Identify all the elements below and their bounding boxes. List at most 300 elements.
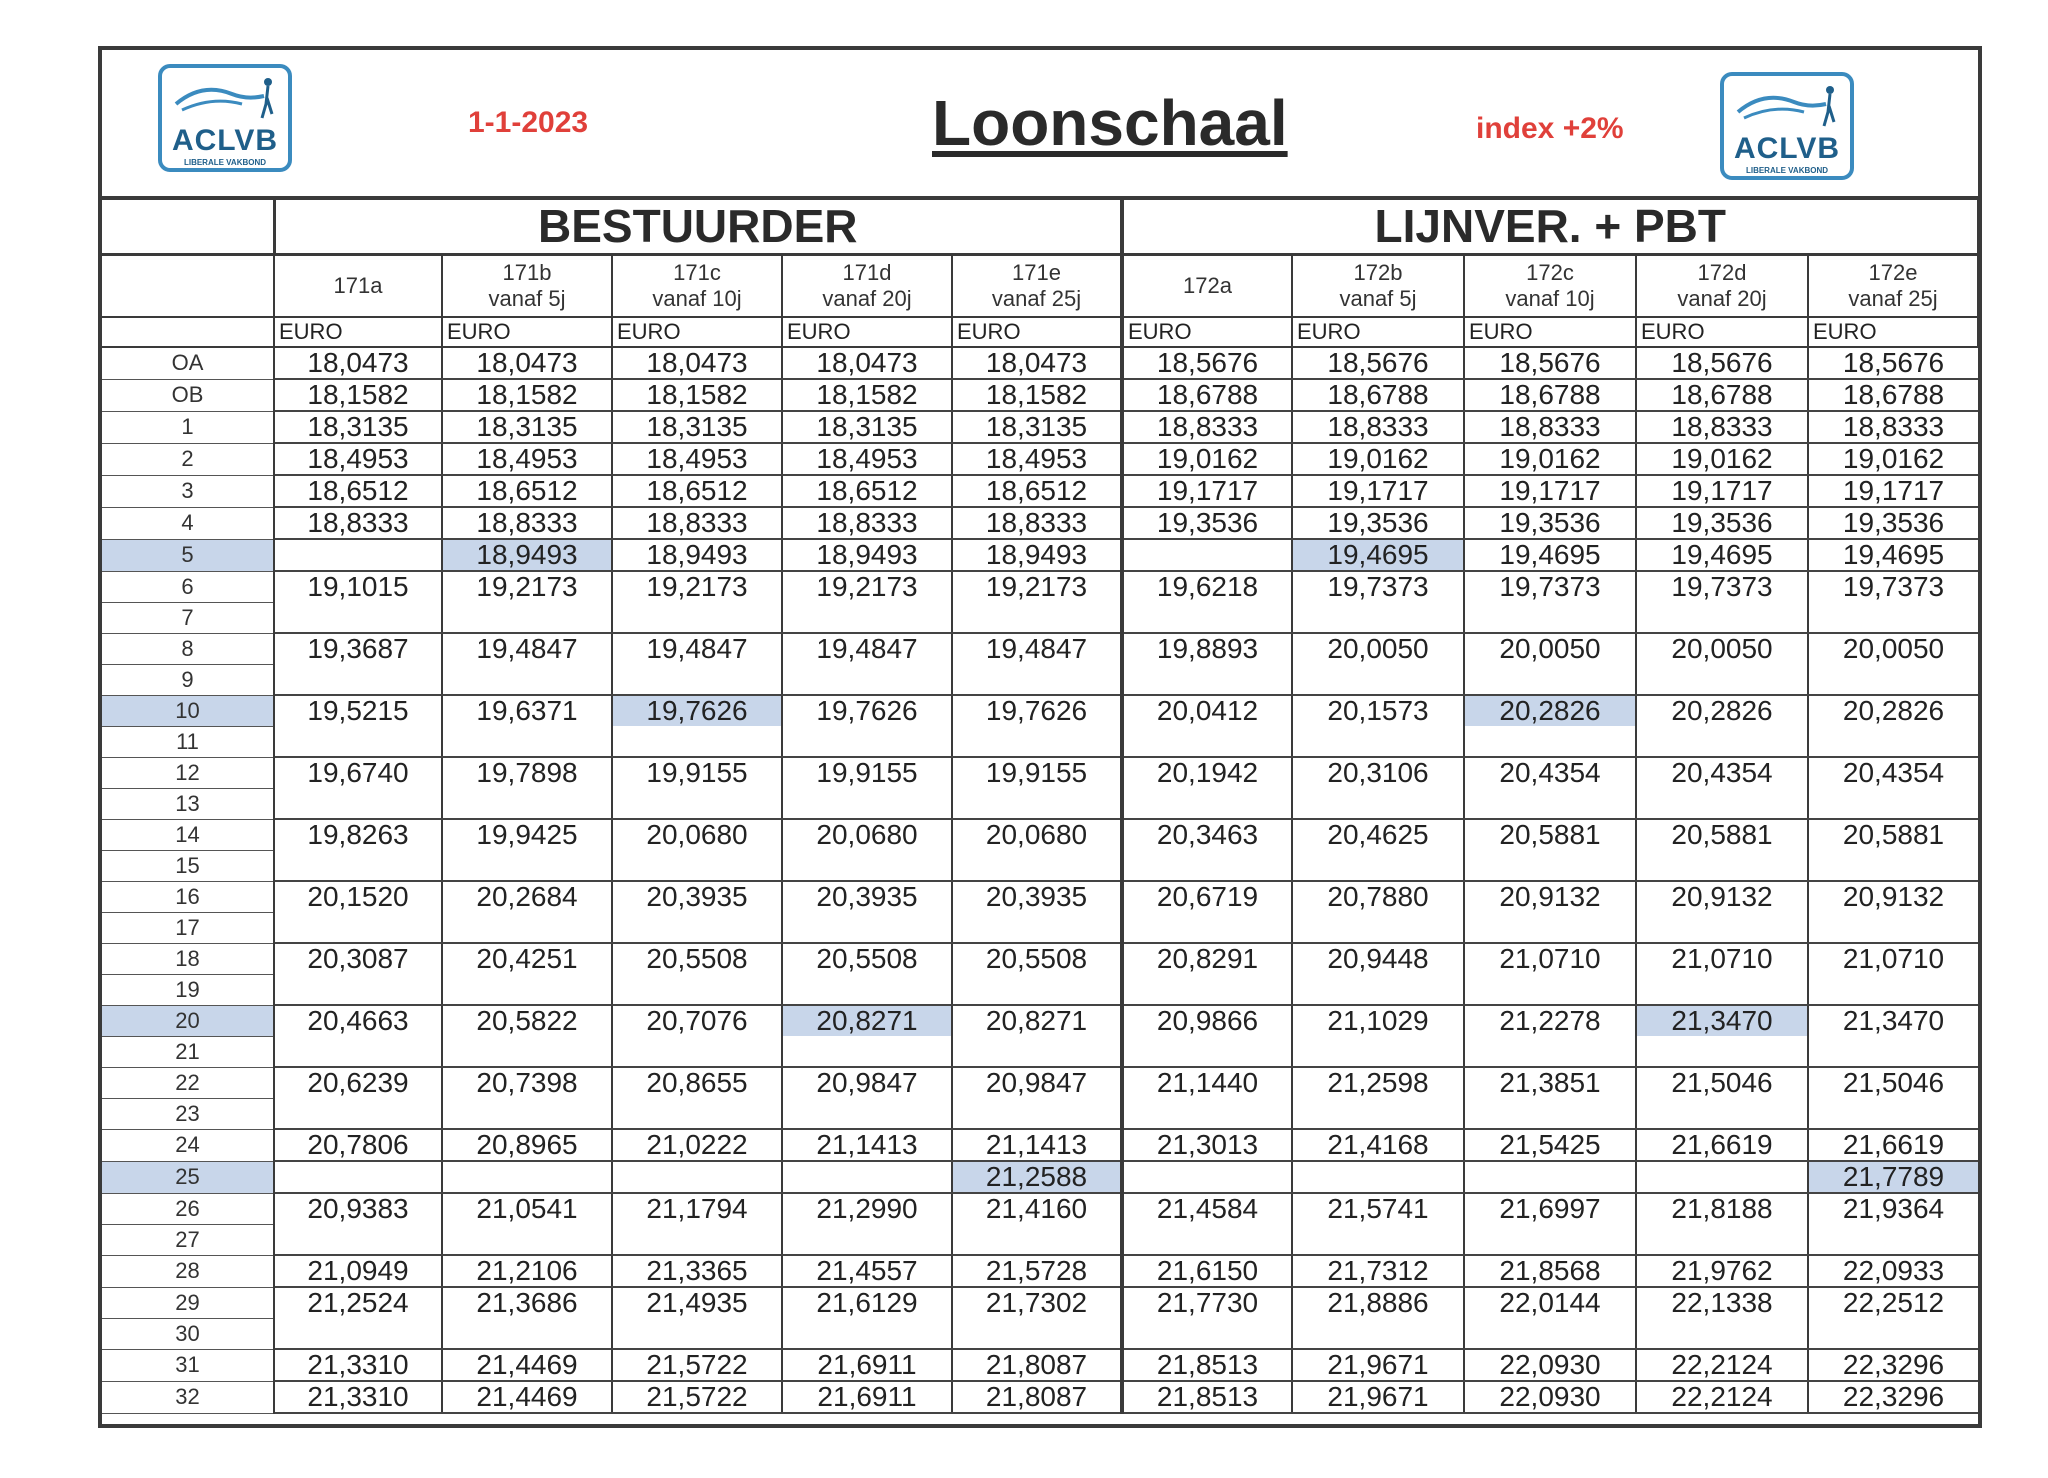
wage-cell: 18,6512 — [782, 475, 952, 507]
wage-cell: 19,0162 — [1808, 443, 1978, 475]
wage-cell — [952, 726, 1122, 757]
wage-cell — [274, 726, 442, 757]
wage-cell — [442, 602, 612, 633]
table-row — [102, 1005, 1978, 1036]
wage-cell — [1122, 1098, 1292, 1129]
wage-cell: 19,4847 — [782, 633, 952, 664]
wage-cell: 21,2598 — [1292, 1067, 1464, 1098]
wage-cell — [1464, 1161, 1636, 1193]
wage-cell: 21,9671 — [1292, 1381, 1464, 1413]
wage-cell — [1808, 974, 1978, 1005]
wage-cell: 19,8263 — [274, 819, 442, 850]
wage-cell: 21,9762 — [1636, 1255, 1808, 1287]
wage-cell: 21,1413 — [782, 1129, 952, 1161]
wage-cell — [1636, 602, 1808, 633]
wage-cell — [274, 664, 442, 695]
step-label: 13 — [102, 788, 274, 819]
wage-cell: 20,6239 — [274, 1067, 442, 1098]
wage-cell — [782, 850, 952, 881]
step-header-cell — [102, 317, 274, 347]
wage-cell: 21,5741 — [1292, 1193, 1464, 1224]
wage-cell: 18,4953 — [782, 443, 952, 475]
column-subtitle: vanaf 20j — [1677, 286, 1767, 311]
step-label: 27 — [102, 1224, 274, 1255]
wage-cell: 18,8333 — [274, 507, 442, 539]
column-code: 172c — [1526, 260, 1574, 285]
wage-cell: 20,8965 — [442, 1129, 612, 1161]
swimmer-icon — [172, 74, 278, 124]
wage-cell: 18,0473 — [442, 347, 612, 379]
wage-cell: 22,3296 — [1808, 1349, 1978, 1381]
column-code: 172b — [1353, 260, 1403, 285]
wage-cell — [1636, 850, 1808, 881]
wage-cell: 19,4695 — [1464, 539, 1636, 571]
corner-cell — [102, 198, 274, 255]
wage-cell: 18,8333 — [952, 507, 1122, 539]
wage-cell: 22,0930 — [1464, 1349, 1636, 1381]
wage-cell: 20,8271 — [782, 1005, 952, 1036]
wage-cell — [782, 974, 952, 1005]
wage-cell: 19,1717 — [1464, 475, 1636, 507]
wage-cell: 19,7373 — [1292, 571, 1464, 602]
wage-cell: 20,2684 — [442, 881, 612, 912]
step-label: 26 — [102, 1193, 274, 1224]
wage-cell: 21,5046 — [1808, 1067, 1978, 1098]
wage-cell: 20,3935 — [782, 881, 952, 912]
wage-cell: 21,8513 — [1122, 1349, 1292, 1381]
wage-cell: 18,3135 — [612, 411, 782, 443]
wage-cell: 19,3536 — [1808, 507, 1978, 539]
table-row — [102, 1318, 1978, 1349]
table-row — [102, 664, 1978, 695]
wage-cell — [1808, 726, 1978, 757]
wage-cell — [1636, 788, 1808, 819]
wage-cell: 20,0680 — [952, 819, 1122, 850]
wage-cell: 21,8886 — [1292, 1287, 1464, 1318]
table-row — [102, 1349, 1978, 1381]
wage-cell: 20,8291 — [1122, 943, 1292, 974]
wage-cell — [1636, 974, 1808, 1005]
wage-cell — [1122, 788, 1292, 819]
wage-cell — [274, 912, 442, 943]
wage-cell — [1808, 1098, 1978, 1129]
wage-cell: 20,5822 — [442, 1005, 612, 1036]
salary-table — [102, 196, 1980, 1414]
logo-subtext: LIBERALE VAKBOND — [183, 158, 267, 167]
wage-cell: 18,6512 — [952, 475, 1122, 507]
wage-cell: 20,4354 — [1808, 757, 1978, 788]
wage-cell: 21,1794 — [612, 1193, 782, 1224]
wage-cell: 18,1582 — [442, 379, 612, 411]
table-row — [102, 1098, 1978, 1129]
wage-cell: 19,7626 — [782, 695, 952, 726]
table-row — [102, 1161, 1978, 1193]
wage-cell — [782, 664, 952, 695]
wage-cell: 21,6619 — [1636, 1129, 1808, 1161]
column-header — [952, 255, 1122, 318]
wage-cell: 18,0473 — [952, 347, 1122, 379]
wage-cell — [274, 1224, 442, 1255]
table-row — [102, 695, 1978, 726]
wage-cell — [1292, 1224, 1464, 1255]
wage-cell — [612, 974, 782, 1005]
wage-cell — [1808, 602, 1978, 633]
wage-cell — [952, 1224, 1122, 1255]
wage-cell — [274, 539, 442, 571]
wage-cell: 18,8333 — [1808, 411, 1978, 443]
wage-cell: 21,3851 — [1464, 1067, 1636, 1098]
wage-cell: 21,2524 — [274, 1287, 442, 1318]
step-label: 5 — [102, 539, 274, 571]
step-label: 3 — [102, 475, 274, 507]
wage-cell: 20,9132 — [1464, 881, 1636, 912]
wage-cell — [1636, 1161, 1808, 1193]
step-label: 24 — [102, 1129, 274, 1161]
wage-cell — [442, 726, 612, 757]
wage-cell: 21,4469 — [442, 1381, 612, 1413]
index-label: index +2% — [1476, 112, 1624, 145]
column-code: 171b — [502, 260, 552, 285]
table-row — [102, 1129, 1978, 1161]
currency-label: EURO — [782, 317, 952, 347]
wage-cell: 21,5425 — [1464, 1129, 1636, 1161]
wage-cell: 18,9493 — [442, 539, 612, 571]
wage-cell: 21,3310 — [274, 1381, 442, 1413]
wage-cell — [1808, 1224, 1978, 1255]
wage-cell — [442, 664, 612, 695]
wage-cell — [1122, 912, 1292, 943]
wage-cell — [952, 1318, 1122, 1349]
wage-cell — [1808, 912, 1978, 943]
wage-cell: 19,7373 — [1464, 571, 1636, 602]
wage-cell: 21,3365 — [612, 1255, 782, 1287]
wage-cell: 19,9155 — [952, 757, 1122, 788]
wage-cell: 18,0473 — [782, 347, 952, 379]
wage-cell: 21,4469 — [442, 1349, 612, 1381]
wage-cell: 21,5722 — [612, 1349, 782, 1381]
currency-label: EURO — [1122, 317, 1292, 347]
wage-cell — [274, 602, 442, 633]
step-label: 31 — [102, 1349, 274, 1381]
table-row — [102, 788, 1978, 819]
wage-cell: 21,0710 — [1808, 943, 1978, 974]
table-row — [102, 633, 1978, 664]
wage-cell — [1464, 1318, 1636, 1349]
wage-cell: 20,3463 — [1122, 819, 1292, 850]
table-row — [102, 1193, 1978, 1224]
wage-cell: 19,8893 — [1122, 633, 1292, 664]
wage-cell: 20,3087 — [274, 943, 442, 974]
wage-cell: 21,8513 — [1122, 1381, 1292, 1413]
wage-cell — [442, 1161, 612, 1193]
wage-cell: 20,5881 — [1808, 819, 1978, 850]
wage-cell: 18,0473 — [612, 347, 782, 379]
wage-cell: 21,0710 — [1464, 943, 1636, 974]
wage-cell: 18,5676 — [1464, 347, 1636, 379]
table-row — [102, 347, 1978, 379]
step-label: 4 — [102, 507, 274, 539]
wage-cell: 21,1413 — [952, 1129, 1122, 1161]
wage-cell: 18,3135 — [782, 411, 952, 443]
table-row — [102, 757, 1978, 788]
table-row — [102, 1381, 1978, 1413]
wage-cell — [442, 1224, 612, 1255]
wage-cell: 19,1717 — [1292, 475, 1464, 507]
wage-cell: 20,5508 — [612, 943, 782, 974]
column-code: 171e — [1012, 260, 1061, 285]
wage-cell — [612, 1318, 782, 1349]
wage-cell — [612, 1098, 782, 1129]
wage-cell: 20,5881 — [1636, 819, 1808, 850]
table-row — [102, 881, 1978, 912]
wage-cell — [442, 1098, 612, 1129]
wage-cell — [274, 1098, 442, 1129]
wage-cell: 19,3536 — [1292, 507, 1464, 539]
wage-cell: 18,8333 — [1122, 411, 1292, 443]
table-row — [102, 539, 1978, 571]
wage-cell: 21,8087 — [952, 1349, 1122, 1381]
wage-cell: 18,0473 — [274, 347, 442, 379]
table-row — [102, 411, 1978, 443]
wage-cell — [612, 1161, 782, 1193]
logo-subtext: LIBERALE VAKBOND — [1745, 166, 1829, 175]
column-header — [1464, 255, 1636, 318]
step-label: 2 — [102, 443, 274, 475]
wage-cell — [1464, 850, 1636, 881]
wage-cell — [952, 850, 1122, 881]
step-label: 9 — [102, 664, 274, 695]
wage-cell — [1636, 1036, 1808, 1067]
wage-cell — [1636, 726, 1808, 757]
column-header — [442, 255, 612, 318]
column-code: 171c — [673, 260, 721, 285]
wage-cell: 18,6512 — [442, 475, 612, 507]
wage-cell: 19,3536 — [1122, 507, 1292, 539]
wage-cell: 21,0222 — [612, 1129, 782, 1161]
wage-cell — [442, 1036, 612, 1067]
wage-cell — [1808, 1318, 1978, 1349]
wage-cell: 22,3296 — [1808, 1381, 1978, 1413]
wage-cell: 18,9493 — [952, 539, 1122, 571]
wage-cell: 21,4160 — [952, 1193, 1122, 1224]
wage-cell — [782, 1036, 952, 1067]
wage-cell: 21,4557 — [782, 1255, 952, 1287]
column-code: 172e — [1868, 260, 1918, 285]
wage-cell: 19,7626 — [612, 695, 782, 726]
wage-cell: 20,0050 — [1808, 633, 1978, 664]
table-row — [102, 1036, 1978, 1067]
wage-cell — [1636, 912, 1808, 943]
wage-cell — [952, 602, 1122, 633]
salary-table-wrap — [102, 196, 1978, 1424]
step-label: 25 — [102, 1161, 274, 1193]
wage-cell: 18,1582 — [274, 379, 442, 411]
table-row — [102, 819, 1978, 850]
wage-cell: 20,1520 — [274, 881, 442, 912]
currency-label: EURO — [1636, 317, 1808, 347]
wage-cell: 20,9847 — [782, 1067, 952, 1098]
step-label: 6 — [102, 571, 274, 602]
wage-cell — [782, 726, 952, 757]
wage-cell: 20,7806 — [274, 1129, 442, 1161]
wage-cell: 21,2588 — [952, 1161, 1122, 1193]
wage-cell: 19,4695 — [1636, 539, 1808, 571]
wage-cell: 21,2278 — [1464, 1005, 1636, 1036]
wage-cell — [442, 788, 612, 819]
wage-cell — [1122, 726, 1292, 757]
wage-cell: 22,2124 — [1636, 1349, 1808, 1381]
wage-cell: 19,9155 — [612, 757, 782, 788]
wage-cell — [1122, 1318, 1292, 1349]
wage-cell: 18,4953 — [274, 443, 442, 475]
currency-label: EURO — [274, 317, 442, 347]
wage-cell — [952, 664, 1122, 695]
wage-cell — [1292, 1161, 1464, 1193]
wage-cell: 18,5676 — [1636, 347, 1808, 379]
wage-cell: 20,0050 — [1292, 633, 1464, 664]
wage-cell: 21,6911 — [782, 1349, 952, 1381]
step-label: 1 — [102, 411, 274, 443]
wage-cell: 21,9671 — [1292, 1349, 1464, 1381]
wage-cell: 19,1717 — [1122, 475, 1292, 507]
step-label: 23 — [102, 1098, 274, 1129]
wage-cell: 21,6997 — [1464, 1193, 1636, 1224]
wage-cell: 21,6129 — [782, 1287, 952, 1318]
column-subtitle: vanaf 25j — [991, 286, 1082, 311]
wage-cell: 20,6719 — [1122, 881, 1292, 912]
wage-cell: 20,3935 — [612, 881, 782, 912]
wage-cell — [442, 850, 612, 881]
wage-cell — [952, 1036, 1122, 1067]
wage-cell: 21,7312 — [1292, 1255, 1464, 1287]
wage-cell: 21,5046 — [1636, 1067, 1808, 1098]
table-row — [102, 571, 1978, 602]
wage-cell: 18,8333 — [612, 507, 782, 539]
wage-cell — [274, 974, 442, 1005]
wage-cell — [782, 1224, 952, 1255]
wage-cell: 19,2173 — [782, 571, 952, 602]
wage-cell: 19,0162 — [1636, 443, 1808, 475]
wage-cell — [274, 788, 442, 819]
currency-label: EURO — [952, 317, 1122, 347]
wage-cell: 19,9155 — [782, 757, 952, 788]
wage-cell — [612, 850, 782, 881]
wage-cell — [1122, 1161, 1292, 1193]
wage-cell — [274, 850, 442, 881]
step-label: 20 — [102, 1005, 274, 1036]
table-row — [102, 507, 1978, 539]
wage-cell: 18,8333 — [782, 507, 952, 539]
wage-cell — [952, 912, 1122, 943]
wage-cell: 20,9132 — [1808, 881, 1978, 912]
wage-cell: 21,6150 — [1122, 1255, 1292, 1287]
wage-cell — [1292, 912, 1464, 943]
wage-cell — [1292, 788, 1464, 819]
wage-cell: 20,4354 — [1464, 757, 1636, 788]
wage-cell: 18,6788 — [1292, 379, 1464, 411]
wage-cell: 20,2826 — [1464, 695, 1636, 726]
wage-cell — [1292, 1318, 1464, 1349]
wage-cell: 21,5728 — [952, 1255, 1122, 1287]
wage-cell: 18,3135 — [952, 411, 1122, 443]
wage-cell: 21,0949 — [274, 1255, 442, 1287]
wage-cell: 21,5722 — [612, 1381, 782, 1413]
wage-cell: 22,2512 — [1808, 1287, 1978, 1318]
wage-cell — [1464, 974, 1636, 1005]
wage-cell: 18,6788 — [1636, 379, 1808, 411]
wage-cell: 18,6788 — [1464, 379, 1636, 411]
wage-cell — [1292, 1036, 1464, 1067]
wage-cell: 19,6218 — [1122, 571, 1292, 602]
wage-cell: 22,0933 — [1808, 1255, 1978, 1287]
wage-cell: 19,4695 — [1808, 539, 1978, 571]
step-label: 11 — [102, 726, 274, 757]
step-label: OA — [102, 347, 274, 379]
wage-cell: 18,3135 — [442, 411, 612, 443]
wage-cell: 18,6788 — [1122, 379, 1292, 411]
step-label: 17 — [102, 912, 274, 943]
wage-cell: 20,1942 — [1122, 757, 1292, 788]
step-label: 30 — [102, 1318, 274, 1349]
wage-cell — [1464, 912, 1636, 943]
wage-cell: 19,1717 — [1808, 475, 1978, 507]
wage-cell — [1464, 1036, 1636, 1067]
wage-cell: 21,4935 — [612, 1287, 782, 1318]
wage-cell: 19,4847 — [442, 633, 612, 664]
column-header — [1292, 255, 1464, 318]
step-label: 21 — [102, 1036, 274, 1067]
wage-cell: 21,3310 — [274, 1349, 442, 1381]
header — [102, 50, 1978, 200]
wage-cell: 19,6740 — [274, 757, 442, 788]
wage-cell: 18,1582 — [952, 379, 1122, 411]
step-label: 16 — [102, 881, 274, 912]
wage-cell: 22,2124 — [1636, 1381, 1808, 1413]
wage-cell: 19,4847 — [612, 633, 782, 664]
wage-cell — [782, 1318, 952, 1349]
column-code: 172d — [1697, 260, 1747, 285]
wage-cell: 18,3135 — [274, 411, 442, 443]
wage-cell: 18,9493 — [782, 539, 952, 571]
table-row — [102, 475, 1978, 507]
wage-cell: 19,1015 — [274, 571, 442, 602]
wage-cell: 21,8568 — [1464, 1255, 1636, 1287]
salary-scale-sheet — [98, 46, 1982, 1428]
currency-label: EURO — [1292, 317, 1464, 347]
wage-cell — [274, 1036, 442, 1067]
column-subtitle: vanaf 5j — [1339, 286, 1417, 311]
wage-cell: 20,5508 — [952, 943, 1122, 974]
wage-cell: 22,0930 — [1464, 1381, 1636, 1413]
aclvb-logo-left — [158, 64, 292, 172]
wage-cell: 19,9425 — [442, 819, 612, 850]
wage-cell: 18,8333 — [1636, 411, 1808, 443]
wage-cell: 19,7898 — [442, 757, 612, 788]
wage-cell: 20,4354 — [1636, 757, 1808, 788]
wage-cell: 20,4663 — [274, 1005, 442, 1036]
step-label: 14 — [102, 819, 274, 850]
swimmer-icon — [1734, 82, 1840, 132]
column-subtitle: vanaf 10j — [652, 286, 742, 311]
table-row — [102, 1287, 1978, 1318]
wage-cell — [442, 912, 612, 943]
wage-cell: 20,0680 — [612, 819, 782, 850]
wage-cell: 20,3935 — [952, 881, 1122, 912]
table-row — [102, 974, 1978, 1005]
wage-cell: 21,4168 — [1292, 1129, 1464, 1161]
wage-cell: 19,0162 — [1122, 443, 1292, 475]
logo-name: ACLVB — [1733, 132, 1841, 165]
